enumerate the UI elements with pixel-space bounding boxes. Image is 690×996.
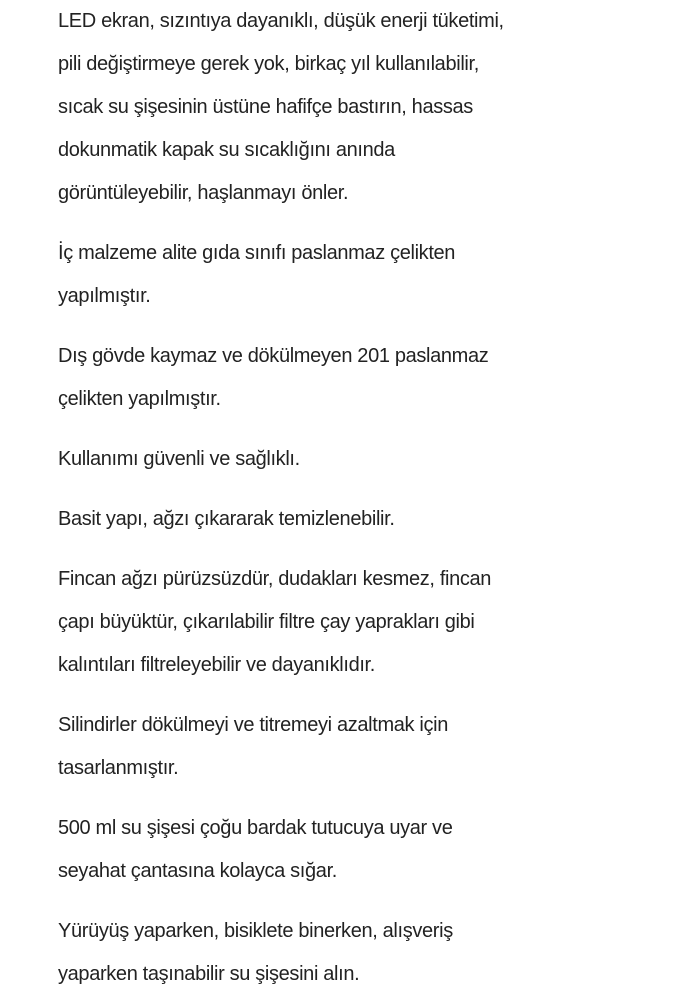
paragraph — [58, 704, 690, 790]
text-line: Kullanımı güvenli ve sağlıklı. — [58, 448, 300, 470]
paragraph — [58, 232, 690, 318]
text-line: LED ekran, sızıntıya dayanıklı, düşük enerji tüketimi, — [58, 10, 504, 32]
text-line: görüntüleyebilir, haşlanmayı önler. — [58, 182, 349, 204]
paragraph — [58, 807, 690, 893]
text-line: seyahat çantasına kolayca sığar. — [58, 860, 337, 882]
paragraph — [58, 910, 690, 996]
paragraph — [58, 438, 690, 481]
text-line: çapı büyüktür, çıkarılabilir filtre çay yaprakları gibi — [58, 611, 475, 633]
text-line: yaparken taşınabilir su şişesini alın. — [58, 963, 360, 985]
text-line: Fincan ağzı pürüzsüzdür, dudakları kesmez, fincan — [58, 568, 492, 590]
text-line: tasarlanmıştır. — [58, 757, 179, 779]
paragraph — [58, 0, 690, 215]
text-line: Silindirler dökülmeyi ve titremeyi azaltmak için — [58, 714, 448, 736]
paragraph — [58, 335, 690, 421]
text-line: sıcak su şişesinin üstüne hafifçe bastırın, hassas — [58, 96, 473, 118]
text-line: İç malzeme alite gıda sınıfı paslanmaz çelikten — [58, 242, 456, 264]
text-line: Dış gövde kaymaz ve dökülmeyen 201 paslanmaz — [58, 345, 489, 367]
text-line: kalıntıları filtreleyebilir ve dayanıklıdır. — [58, 654, 375, 676]
text-line: dokunmatik kapak su sıcaklığını anında — [58, 139, 395, 161]
paragraph — [58, 498, 690, 541]
text-line: 500 ml su şişesi çoğu bardak tutucuya uyar ve — [58, 817, 453, 839]
text-line: Yürüyüş yaparken, bisiklete binerken, alışveriş — [58, 920, 453, 942]
paragraph — [58, 558, 690, 687]
text-line: Basit yapı, ağzı çıkararak temizlenebilir. — [58, 508, 395, 530]
text-line: çelikten yapılmıştır. — [58, 388, 221, 410]
text-line: pili değiştirmeye gerek yok, birkaç yıl kullanılabilir, — [58, 53, 479, 75]
text-line: yapılmıştır. — [58, 285, 151, 307]
